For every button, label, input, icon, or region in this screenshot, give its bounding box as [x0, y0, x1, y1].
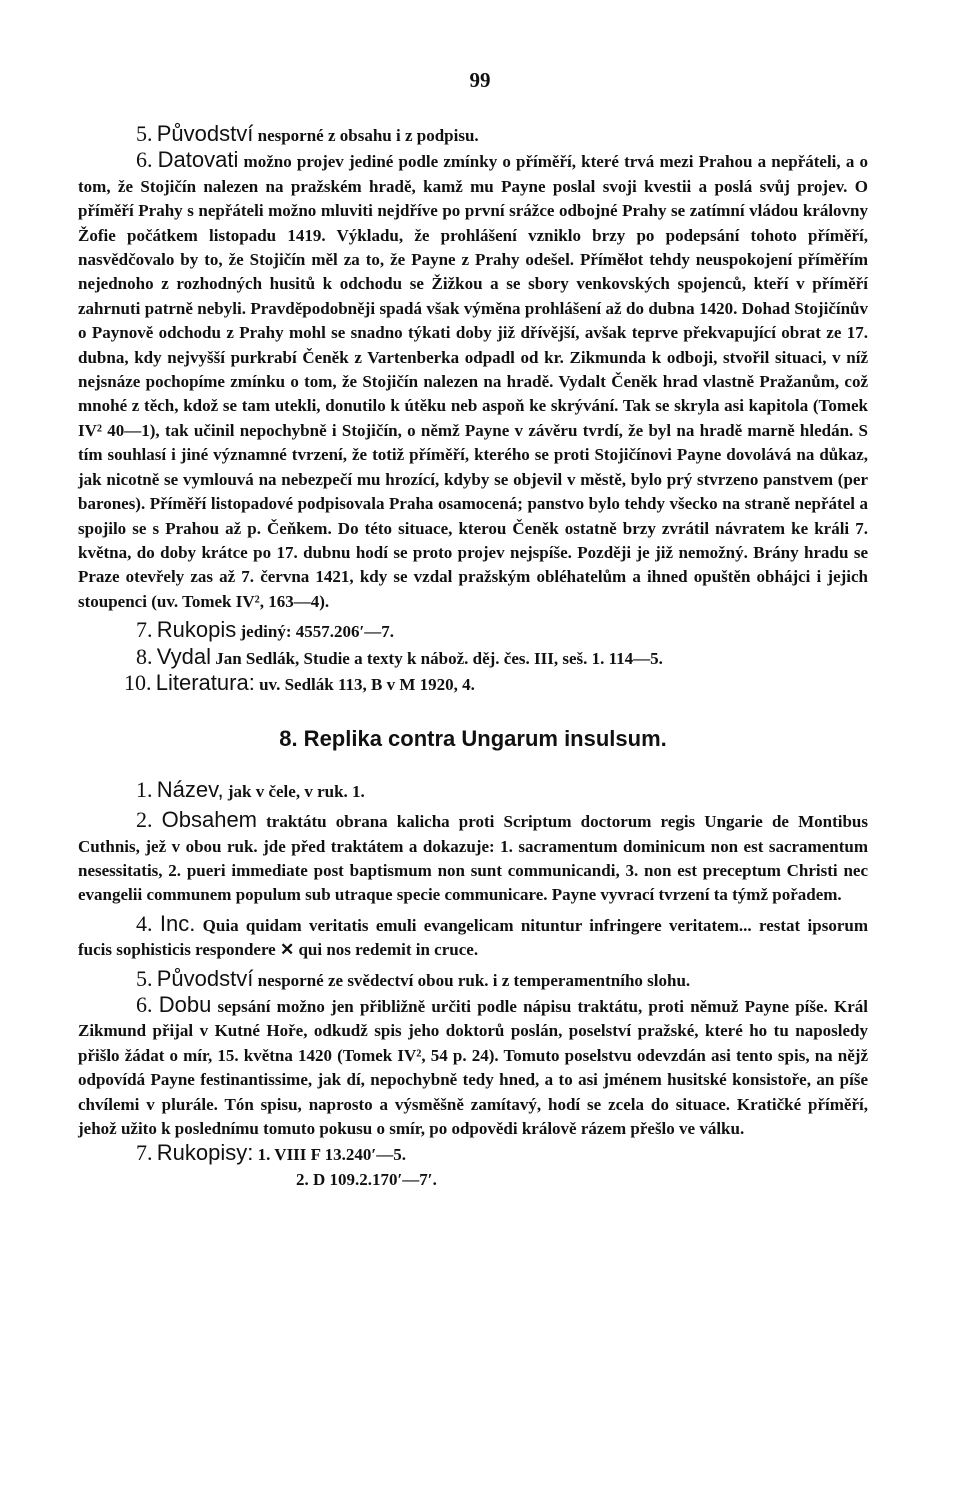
- paragraph-10: [78, 671, 868, 697]
- item-text: uv. Sedlák 113, B v M 1920, 4.: [254, 674, 475, 694]
- item-lead: Původství: [156, 965, 254, 991]
- item-number: 7.: [136, 1140, 153, 1166]
- item-lead: Obsahem: [161, 807, 258, 833]
- item-lead: Inc.: [159, 910, 196, 936]
- item-text: 1. VIII F 13.240′—5.: [253, 1145, 406, 1165]
- paragraph-6: [78, 148, 868, 614]
- item-lead: Vydal: [156, 643, 211, 669]
- item-text: jak v čele, v ruk. 1.: [223, 781, 365, 801]
- item-text: nesporné z obsahu i z podpisu.: [253, 126, 479, 145]
- page-body: [78, 122, 868, 1192]
- paragraph-7: [78, 618, 868, 644]
- item-number: 6.: [136, 147, 153, 173]
- paragraph-8: [78, 645, 868, 671]
- paragraph-2: [78, 808, 868, 908]
- item-text: nesporné ze svědectví obou ruk. i z temperamentního slohu.: [253, 970, 691, 990]
- item-lead: Datovati: [157, 147, 239, 173]
- item-text: jediný: 4557.206′—7.: [236, 622, 395, 642]
- item-lead: Název,: [156, 776, 224, 802]
- paragraph-6b: [78, 993, 868, 1141]
- section-title: 8. Replika contra Ungarum insulsum.: [279, 726, 667, 752]
- item-lead: Literatura:: [155, 669, 255, 695]
- item-lead: Rukopisy:: [156, 1140, 254, 1166]
- item-number: 5.: [136, 121, 153, 146]
- paragraph-5b: [78, 967, 868, 993]
- item-number: 5.: [136, 965, 153, 991]
- manuscript-line-2: 2. D 109.2.170′—7′.: [296, 1169, 437, 1189]
- item-text: Quia quidam veritatis emuli evangelicam nituntur infringere veritatem... restat ipsorum fucis sophisticis respondere ✕ qui nos redemit in cruce.: [78, 915, 869, 960]
- item-text: Jan Sedlák, Studie a texty k nábož. děj. čes. III, seš. 1. 114—5.: [210, 648, 663, 668]
- paragraph-1: [78, 778, 868, 804]
- item-lead: Rukopis: [156, 617, 237, 643]
- item-number: 1.: [136, 776, 153, 802]
- paragraph-7b: [78, 1141, 868, 1167]
- item-text: sepsání možno jen přibližně určiti podle nápisu traktátu, proti němuž Payne píše. Král Zikmund přijal v Kutné Hoře, odkudž spis jeho doktorů poslán, poselství pražské, které ho tu naposledy přišlo žádat o mír, 15. května 1420 (Tomek IV², 54 p. 24). Tomuto poselstvu odevzdán asi tento spis, na nějž odpovídá Payne festinantissime, jak dí, nepochybně tedy hned, a to asi jménem husitské konsistoře, an píše chvílemi v plurále. Tón spisu, naprosto a výsměšně zamítavý, hodí se zcela do situace. Kratičké příměří, jehož užito k poslednímu tomuto pokusu o smír, po odpovědi králově rázem přešlo ve válku.: [78, 997, 869, 1139]
- page-number: 99: [469, 68, 491, 92]
- item-number: 10.: [124, 669, 152, 695]
- item-number: 4.: [136, 910, 153, 936]
- item-number: 8.: [136, 643, 153, 669]
- item-lead: Původství: [156, 121, 254, 146]
- item-number: 7.: [136, 617, 153, 643]
- item-number: 2.: [136, 807, 153, 833]
- item-lead: Dobu: [158, 992, 212, 1017]
- paragraph-5: [78, 122, 868, 148]
- paragraph-4: [78, 912, 868, 963]
- item-text: traktátu obrana kalicha proti Scriptum doctorum regis Ungarie de Montibus Cuthnis, jež v obou ruk. jde před traktátem a dokazuje: 1. sacramentum dominicum non est sacramentum nesessitatis, 2. pueri immediate post baptismum non sunt communicandi, 3. non est preceptum Christi nec evangelii communem populum sub utraque specie communicare. Payne vyvrací tvrzení ta týmž pořadem.: [78, 812, 868, 905]
- item-number: 6.: [136, 992, 153, 1017]
- item-text: možno projev jediné podle zmínky o příměří, které trvá mezi Prahou a nepřáteli, a o tom, že Stojičín nalezen na pražském hradě, kamž mu Payne poslal svoji kvestii a poslá svůj projev. O příměří Prahy s nepřáteli možno mluviti nejdříve po první srážce odbojné Prahy se zatímní vládou královny Žofie počátkem listopadu 1419. Výkladu, že prohlášení vzniklo brzy po podepsání tohoto příměří, nasvědčovalo by to, že Stojičín měl za to, že Payne z Prahy odešel. Příměłot tehdy neuspokojení příměřím nejednoho z rozhodných husitů k odchodu se Žižkou a se sbory venkovských spojenců, kteří v příměří zahrnuti patrně nebyli. Pravděpodobněji spadá však výměna prohlášení až do dubna 1420. Dohad Stojičínův o Paynově odchodu z Prahy mohl se snadno týkati doby již dřívější, avšak teprve překvapující obrat ze 17. dubna, kdy nejvyšší purkrabí Čeněk z Vartenberka odpadl od kr. Zikmunda k odboji, stvořil situaci, v níž nejsnáze pochopíme zmínku o tom, že Stojičín nalezen na hradě. Vydalt Čeněk hrad vlastně Pražanům, což mnohé z těch, kdož se tam utekli, donutilo k útěku neb aspoň ke skrývání. Tak se skryla asi kapitola (Tomek IV² 40—1), tak učinil nepochybně i Stojičín, o němž Payne v závěru tvrdí, že byl na hradě marně hledán. S tím souhlasí i jiné významné tvrzení, že totiž příměří, kterého se proti Stojičínovi Payne dovolává na důkaz, jak nicotně se vymlouvá na nebezpečí mu hrozící, kdyby se objevil v městě, bylo prý stvrzeno panstvem (per barones). Příměří listopadové podpisovala Praha osamocená; panstvo bylo tehdy všecko na straně nepřátel a spojilo se s Prahou až p. Čeňkem. Do této situace, kterou Čeněk ostatně brzy zvrátil návratem ke králi 7. května, do doby krátce po 17. dubnu hodí se proto projev nejspíše. Později je již nemožný. Brány hradu se Praze otevřely zas až 7. června 1421, kdy se vzdal pražským obléhatelům a ihned opuštěn obhájci i jejich stoupenci (uv. Tomek IV², 163—4).: [78, 152, 868, 611]
